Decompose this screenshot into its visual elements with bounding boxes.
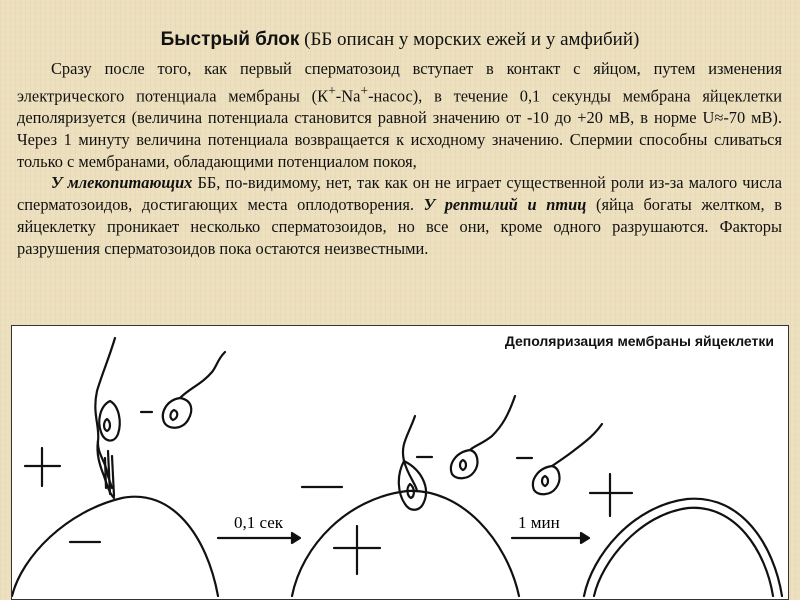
- depolarization-figure: [11, 325, 789, 600]
- p2-emph-reptiles-birds: У рептилий и птиц: [423, 195, 587, 215]
- figure-drawing: [12, 326, 789, 600]
- title-rest: (ББ описан у морских ежей и у амфибий): [299, 29, 640, 50]
- main-text: [17, 58, 782, 260]
- arrow-2-label: 1 мин: [518, 513, 560, 532]
- p1-part1: Сразу после того, как первый сперматозоид вступает в контакт с яйцом, путем изменения электрического потенциала мембраны (К: [17, 59, 782, 106]
- p2-text1: ББ, по-видимому, нет, так как он не играет существенной роли из-за малого числа сперматозоидов, достигающих места оплодотворения.: [17, 173, 783, 215]
- p1-part3: -насос), в течение 0,1 секунды мембрана яйцеклетки деполяризуется (величина потенциала становится равной значению от -10 до +20 мВ, в норме U≈-70 мВ). Через 1 минуту величина потенциала возвращается к исходному значению. Спермии способны сливаться только с мембранами, обладающими потенциалом покоя,: [17, 86, 782, 171]
- paragraph-1: [17, 58, 782, 172]
- egg-cell-3-outer: [584, 499, 782, 596]
- p1-part2: -Na: [335, 86, 361, 106]
- paragraph-2: [17, 172, 782, 259]
- figure-title: Деполяризация мембраны яйцеклетки: [504, 333, 774, 349]
- egg-cell-2: [292, 491, 519, 596]
- p2-text2: (яйца богаты желтком, в яйцеклетку проникает несколько сперматозоидов, но все они, кроме одного разрушаются. Факторы разрушения сперматозоидов пока остаются неизвестными.: [17, 195, 782, 258]
- p1-sup2: +: [360, 82, 369, 98]
- sperm-5: [533, 424, 602, 494]
- title-bold: Быстрый блок: [160, 29, 300, 50]
- sperm-4: [451, 396, 515, 478]
- plus-sign-3: [590, 474, 632, 516]
- plus-sign-2: [334, 526, 380, 574]
- p1-sup1: +: [328, 82, 336, 98]
- arrow-1-label: 0,1 сек: [234, 513, 284, 532]
- sperm-3: [399, 416, 426, 510]
- page-title: [0, 28, 800, 52]
- sperm-2: [163, 352, 225, 428]
- p2-emph-mammals: У млекопитающих: [51, 173, 193, 193]
- egg-cell-1: [12, 497, 218, 596]
- sperm-1: [95, 338, 119, 498]
- plus-sign-1: [25, 448, 60, 486]
